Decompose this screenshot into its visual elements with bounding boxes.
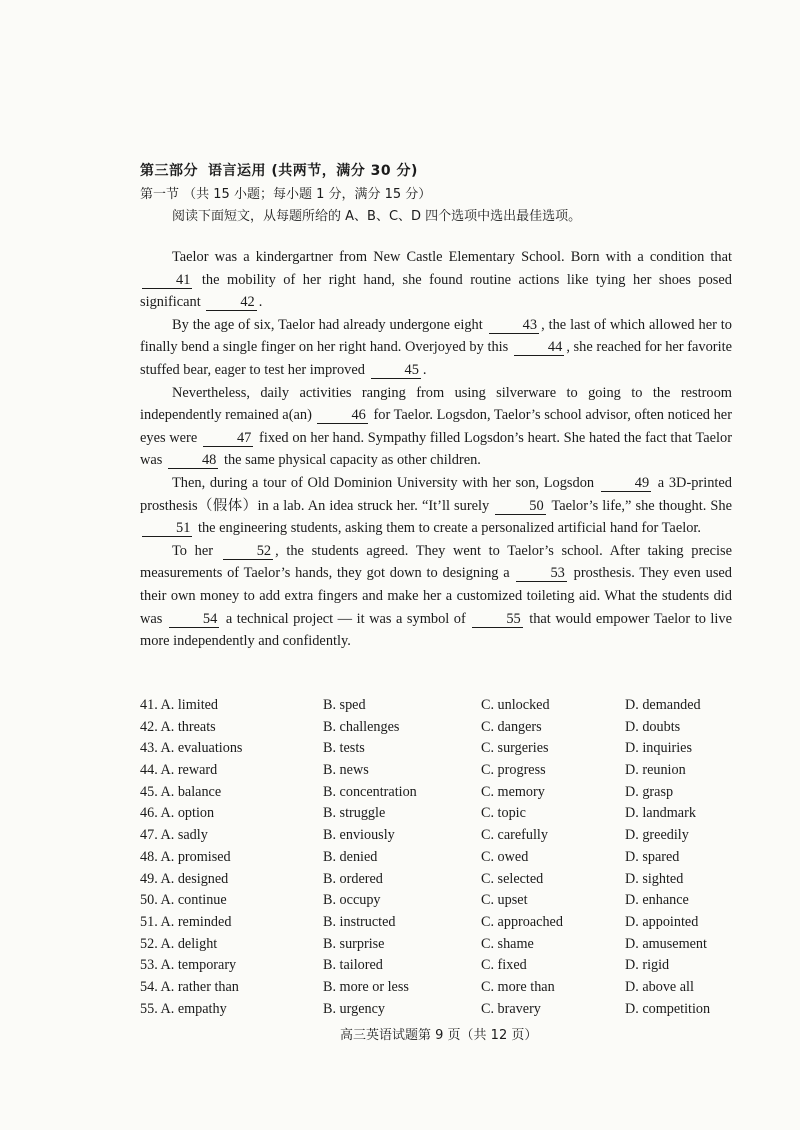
option-c: C. bravery xyxy=(481,1000,541,1017)
option-d: D. greedily xyxy=(625,827,689,844)
option-c: C. shame xyxy=(481,935,534,952)
option-row xyxy=(140,719,740,741)
blank-46: 46 xyxy=(317,407,367,424)
passage-text: for Taelor. Logsdon, Taelor’s school advisor, often noticed her eyes were xyxy=(140,407,732,446)
option-row xyxy=(140,827,740,849)
passage-text: Then, during a tour of Old Dominion University with her son, Logsdon xyxy=(172,474,599,491)
option-b: B. urgency xyxy=(323,1000,385,1017)
option-c: C. unlocked xyxy=(481,697,550,713)
blank-42: 42 xyxy=(206,294,256,311)
option-b: B. concentration xyxy=(323,783,417,800)
passage-text: fixed on her hand. Sympathy filled Logsdon’s heart. She hated the fact that Taelor was xyxy=(140,429,732,469)
option-b: B. tests xyxy=(323,740,365,757)
option-d: D. landmark xyxy=(625,805,696,822)
option-row xyxy=(140,805,740,827)
blank-54: 54 xyxy=(169,611,219,628)
option-c: C. memory xyxy=(481,783,545,800)
passage-text: , she reached for her favorite stuffed bear, eager to test her improved xyxy=(140,339,732,378)
passage-text: , the students agreed. They went to Taelor’s school. After taking precise measurements of Taelor’s hands, they got down to designing a xyxy=(140,542,732,582)
option-d: D. grasp xyxy=(625,783,674,800)
passage-text: . xyxy=(422,361,427,378)
option-a: 54. A. rather than xyxy=(140,978,239,995)
option-d: D. rigid xyxy=(625,957,670,974)
option-row xyxy=(140,740,740,762)
blank-43: 43 xyxy=(489,317,539,334)
option-a: 48. A. promised xyxy=(140,848,231,865)
option-d: D. sighted xyxy=(625,870,684,887)
option-c: C. more than xyxy=(481,978,555,995)
option-d: D. doubts xyxy=(625,718,681,735)
option-b: B. more or less xyxy=(323,978,409,995)
passage-text: By the age of six, Taelor had already undergone eight xyxy=(172,316,487,333)
option-a: 55. A. empathy xyxy=(140,1000,227,1017)
option-b: B. instructed xyxy=(323,913,396,930)
option-a: 45. A. balance xyxy=(140,783,222,800)
option-d: D. competition xyxy=(625,1000,711,1017)
option-a: 51. A. reminded xyxy=(140,913,232,930)
option-b: B. denied xyxy=(323,848,378,865)
passage-text: a 3D-printed prosthesis（假体）in a lab. An idea struck her. “It’ll surely xyxy=(140,474,732,514)
section-part: 第三部分 xyxy=(140,163,198,179)
passage-paragraph xyxy=(140,382,732,472)
passage-text: , the last of which allowed her to finally bend a single finger on her right hand. Overjoyed by this xyxy=(140,316,733,356)
option-d: D. amusement xyxy=(625,935,707,952)
option-a: 44. A. reward xyxy=(140,762,218,779)
answer-options xyxy=(140,697,740,1022)
passage-text: Nevertheless, daily activities ranging from using silverware to going to the restroom independently remained a(an) xyxy=(140,384,732,424)
page-footer: 高三英语试题第 9 页（共 12 页） xyxy=(340,1028,538,1043)
option-a: 52. A. delight xyxy=(140,935,218,952)
option-d: D. reunion xyxy=(625,762,686,779)
passage-text: . xyxy=(258,294,263,311)
option-b: B. sped xyxy=(323,697,366,713)
passage-text: the same physical capacity as other children. xyxy=(220,452,481,469)
option-row xyxy=(140,849,740,871)
option-d: D. spared xyxy=(625,848,680,865)
blank-48: 48 xyxy=(168,452,218,469)
option-a: 53. A. temporary xyxy=(140,957,237,974)
option-a: 41. A. limited xyxy=(140,697,219,713)
passage-text: prosthesis. They even used their own money to add extra fingers and make her a customized toileting aid. What the students did was xyxy=(140,565,733,627)
option-c: C. owed xyxy=(481,848,529,865)
option-b: B. challenges xyxy=(323,718,400,735)
option-d: D. appointed xyxy=(625,913,699,930)
option-c: C. surgeries xyxy=(481,740,549,757)
passage-paragraph xyxy=(140,540,732,653)
passage-text: To her xyxy=(172,542,221,559)
blank-44: 44 xyxy=(514,339,564,356)
option-row xyxy=(140,1001,740,1023)
option-row xyxy=(140,871,740,893)
instructions: 阅读下面短文，从每题所给的 A、B、C、D 四个选项中选出最佳选项。 xyxy=(172,209,582,224)
cloze-passage xyxy=(140,246,732,653)
option-d: D. enhance xyxy=(625,892,689,909)
blank-53: 53 xyxy=(516,565,566,582)
blank-50: 50 xyxy=(495,498,545,515)
option-c: C. upset xyxy=(481,892,528,909)
blank-41: 41 xyxy=(142,272,192,289)
option-c: C. topic xyxy=(481,805,526,822)
subsection-title: 第一节 （共 15 小题；每小题 1 分，满分 15 分） xyxy=(140,187,432,202)
section-title xyxy=(140,160,428,180)
option-a: 43. A. evaluations xyxy=(140,740,243,757)
option-b: B. enviously xyxy=(323,827,395,844)
blank-52: 52 xyxy=(223,543,273,560)
passage-text: the mobility of her right hand, she found routine actions like tying her shoes posed significant xyxy=(140,271,732,311)
option-c: C. dangers xyxy=(481,718,542,735)
option-a: 46. A. option xyxy=(140,805,215,822)
option-c: C. selected xyxy=(481,870,544,887)
option-b: B. struggle xyxy=(323,805,386,822)
option-b: B. occupy xyxy=(323,892,381,909)
option-row xyxy=(140,892,740,914)
option-c: C. approached xyxy=(481,913,563,930)
blank-49: 49 xyxy=(601,475,651,492)
option-c: C. carefully xyxy=(481,827,548,844)
option-b: B. news xyxy=(323,762,369,779)
option-d: D. inquiries xyxy=(625,740,692,757)
blank-45: 45 xyxy=(371,362,421,379)
blank-55: 55 xyxy=(472,611,522,628)
option-row xyxy=(140,914,740,936)
option-a: 42. A. threats xyxy=(140,718,216,735)
option-b: B. tailored xyxy=(323,957,383,974)
blank-51: 51 xyxy=(142,520,192,537)
option-a: 49. A. designed xyxy=(140,870,229,887)
option-row xyxy=(140,936,740,958)
passage-text: that would empower Taelor to live more independently and confidently. xyxy=(140,610,732,650)
option-row xyxy=(140,957,740,979)
passage-text: Taelor was a kindergartner from New Castle Elementary School. Born with a condition that xyxy=(172,249,732,265)
option-row xyxy=(140,784,740,806)
option-row xyxy=(140,697,740,719)
section-name: 语言运用 (共两节，满分 30 分) xyxy=(208,163,418,179)
option-row xyxy=(140,762,740,784)
option-a: 47. A. sadly xyxy=(140,827,208,844)
option-d: D. above all xyxy=(625,978,694,995)
option-c: C. fixed xyxy=(481,957,527,974)
passage-text: Taelor’s life,” she thought. She xyxy=(547,497,732,514)
option-b: B. surprise xyxy=(323,935,385,952)
option-a: 50. A. continue xyxy=(140,892,227,909)
option-c: C. progress xyxy=(481,762,546,779)
passage-paragraph xyxy=(140,314,732,382)
passage-text: a technical project — it was a symbol of xyxy=(221,610,471,627)
blank-47: 47 xyxy=(203,430,253,447)
passage-paragraph xyxy=(140,246,732,314)
option-row xyxy=(140,979,740,1001)
option-d: D. demanded xyxy=(625,697,701,713)
option-b: B. ordered xyxy=(323,870,383,887)
passage-paragraph xyxy=(140,472,732,540)
passage-text: the engineering students, asking them to create a personalized artificial hand for Taelor. xyxy=(194,520,701,537)
